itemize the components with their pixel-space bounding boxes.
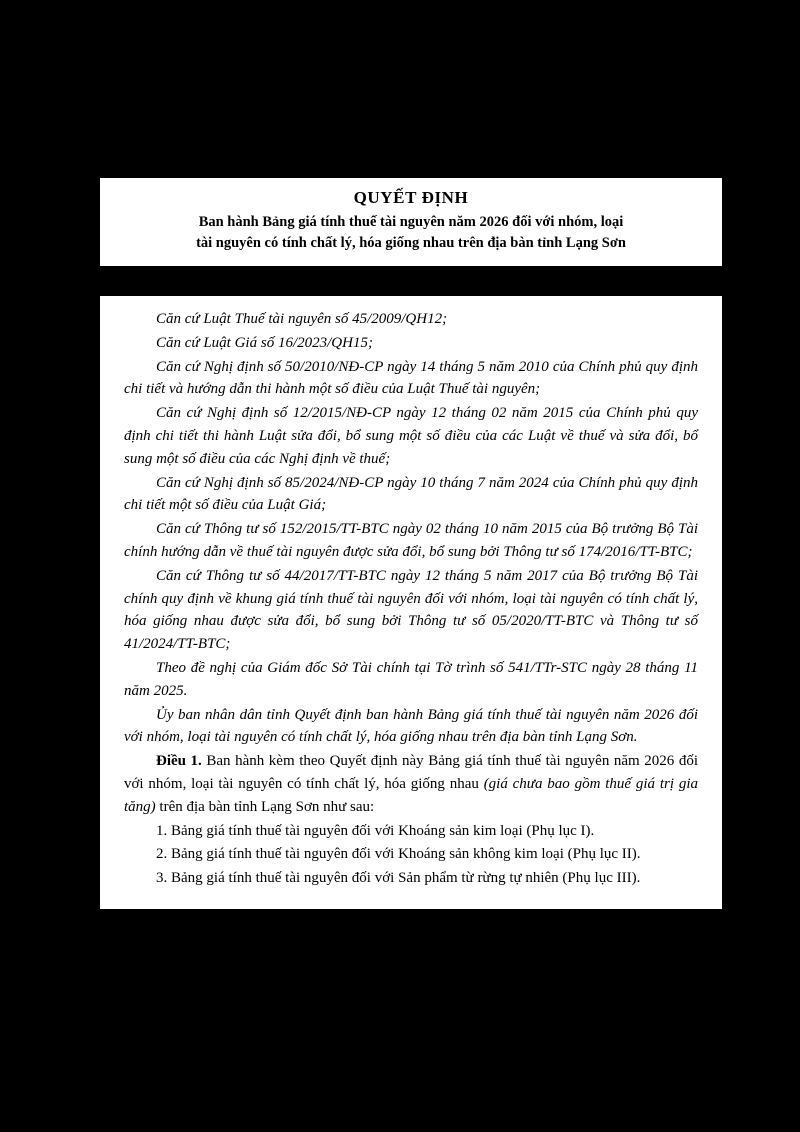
- title-body-separator: [100, 266, 722, 296]
- paragraph-can-cu-luat-thue-tai-nguyen: Căn cứ Luật Thuế tài nguyên số 45/2009/QH12;: [156, 310, 448, 327]
- paragraph-can-cu-nd-12-2015: Căn cứ Nghị định số 12/2015/NĐ-CP ngày 12 tháng 02 năm 2015 của Chính phủ quy định chi tiết thi hành Luật sửa đổi, bổ sung một số điều của các Luật về thuế và sửa đổi, bổ sung một số điều của các Nghị định về thuế;: [124, 405, 698, 467]
- article-1-text-part-2: trên địa bàn tỉnh Lạng Sơn như sau:: [155, 798, 375, 815]
- article-1: [124, 750, 698, 818]
- list-item-2: 2. Bảng giá tính thuế tài nguyên đối với Khoáng sản không kim loại (Phụ lục II).: [156, 846, 641, 863]
- document-body: [100, 296, 722, 909]
- list-item-3: 3. Bảng giá tính thuế tài nguyên đối với Sản phẩm từ rừng tự nhiên (Phụ lục III).: [156, 870, 641, 887]
- paragraph-can-cu-nd-85-2024: Căn cứ Nghị định số 85/2024/NĐ-CP ngày 10 tháng 7 năm 2024 của Chính phủ quy định chi tiết một số điều của Luật Giá;: [124, 474, 698, 514]
- paragraph-can-cu-tt-152-2015: Căn cứ Thông tư số 152/2015/TT-BTC ngày 02 tháng 10 năm 2015 của Bộ trưởng Bộ Tài chính hướng dẫn về thuế tài nguyên được sửa đổi, bổ sung bởi Thông tư số 174/2016/TT-BTC;: [124, 521, 698, 560]
- article-1-label: Điều 1.: [156, 753, 202, 770]
- document-subtitle-line-2: tài nguyên có tính chất lý, hóa giống nhau trên địa bàn tỉnh Lạng Sơn: [196, 234, 626, 251]
- list-item-1: 1. Bảng giá tính thuế tài nguyên đối với Khoáng sản kim loại (Phụ lục I).: [156, 822, 595, 839]
- paragraph-can-cu-tt-44-2017: Căn cứ Thông tư số 44/2017/TT-BTC ngày 12 tháng 5 năm 2017 của Bộ trưởng Bộ Tài chính quy định về khung giá tính thuế tài nguyên đối với nhóm, loại tài nguyên có tính chất lý, hóa giống nhau được sửa đổi, bổ sung bởi Thông tư số 05/2020/TT-BTC và Thông tư số 41/2024/TT-BTC;: [124, 567, 698, 653]
- paragraph-can-cu-nd-50-2010: Căn cứ Nghị định số 50/2010/NĐ-CP ngày 14 tháng 5 năm 2010 của Chính phủ quy định chi tiết và hướng dẫn thi hành một số điều của Luật Thuế tài nguyên;: [124, 358, 698, 398]
- paragraph-theo-de-nghi: Theo đề nghị của Giám đốc Sở Tài chính tại Tờ trình số 541/TTr-STC ngày 28 tháng 11 năm 2025.: [124, 659, 698, 699]
- document-subtitle: [118, 212, 704, 254]
- document-page: [100, 178, 722, 909]
- article-1-text-part-1: Ban hành kèm theo Quyết định này Bảng giá tính thuế tài nguyên năm 2026 đối với nhóm, loại tài nguyên có tính chất lý, hóa giống nhau: [124, 753, 698, 792]
- document-subtitle-line-1: Ban hành Bảng giá tính thuế tài nguyên năm 2026 đối với nhóm, loại: [198, 213, 624, 230]
- article-1-text-italic: (giá chưa bao gồm thuế giá trị gia tăng): [124, 775, 698, 815]
- paragraph-can-cu-luat-gia: Căn cứ Luật Giá số 16/2023/QH15;: [156, 334, 373, 351]
- paragraph-uy-ban-nhan-dan-quyet-dinh: Ủy ban nhân dân tỉnh Quyết định ban hành Bảng giá tính thuế tài nguyên năm 2026 đối với nhóm, loại tài nguyên có tính chất lý, hóa giống nhau trên địa bàn tỉnh Lạng Sơn.: [124, 706, 698, 746]
- document-title-block: [100, 178, 722, 266]
- page-title: QUYẾT ĐỊNH: [353, 188, 469, 207]
